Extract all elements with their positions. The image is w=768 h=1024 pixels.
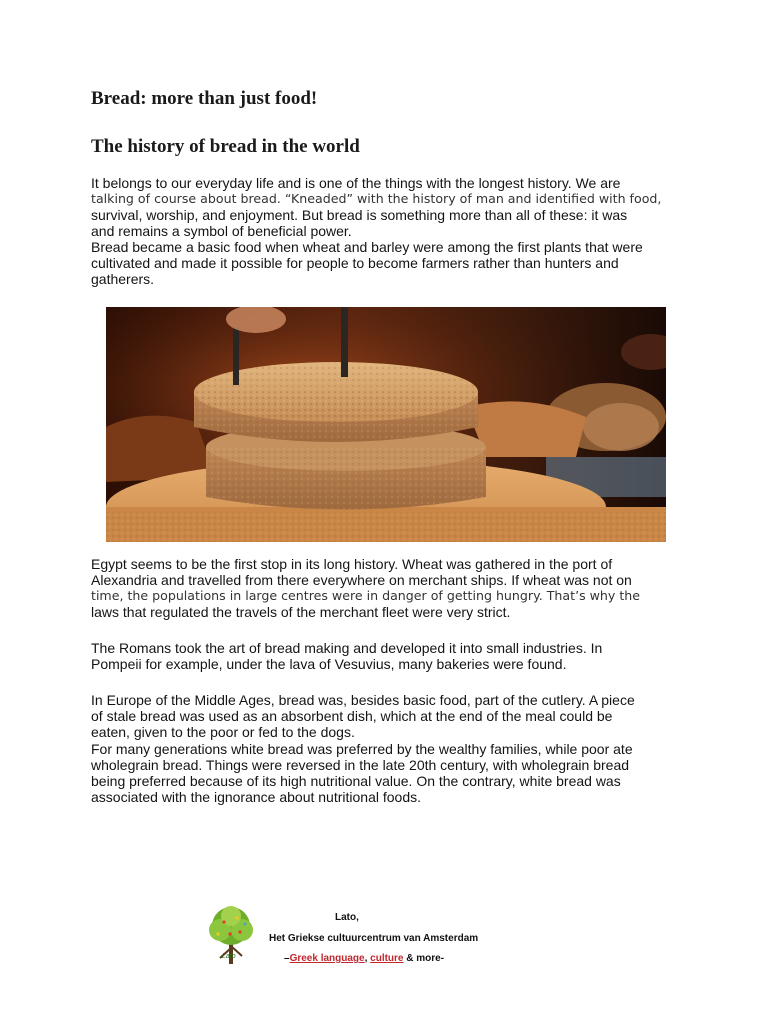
paragraph-egypt bbox=[91, 556, 691, 620]
text-line: of stale bread was used as an absorbent dish, which at the end of the meal could be bbox=[91, 708, 613, 724]
footer-prefix: – bbox=[284, 953, 290, 964]
paragraph-intro bbox=[91, 175, 691, 239]
paragraph-romans bbox=[91, 640, 691, 672]
paragraph-white-bread bbox=[91, 741, 691, 805]
text-line: In Europe of the Middle Ages, bread was, besides basic food, part of the cutlery. A piece bbox=[91, 692, 635, 708]
text-line: time, the populations in large centres were in danger of getting hungry. That’s why the bbox=[91, 588, 641, 603]
text-line: Bread became a basic food when wheat and barley were among the first plants that were bbox=[91, 239, 643, 255]
footer-separator: , bbox=[364, 953, 371, 964]
greek-language-link[interactable]: Greek language bbox=[289, 953, 365, 964]
footer-organization: Het Griekse cultuurcentrum van Amsterdam bbox=[269, 933, 479, 944]
text-line: Alexandria and travelled from there everywhere on merchant ships. If wheat was not on bbox=[91, 572, 632, 588]
text-line: talking of course about bread. “Kneaded” with the history of man and identified with food, bbox=[91, 191, 662, 206]
text-line: cultivated and made it possible for people to become farmers rather than hunters and bbox=[91, 255, 619, 271]
text-line: survival, worship, and enjoyment. But bread is something more than all of these: it was bbox=[91, 207, 628, 223]
logo-text: Lato bbox=[222, 953, 236, 960]
text-line: eaten, given to the poor or fed to the dogs. bbox=[91, 724, 355, 740]
text-line: It belongs to our everyday life and is one of the things with the longest history. We are bbox=[91, 175, 621, 191]
paragraph-origins bbox=[91, 239, 691, 287]
text-line: gatherers. bbox=[91, 271, 155, 287]
section-heading: The history of bread in the world bbox=[91, 136, 360, 157]
text-line: For many generations white bread was preferred by the wealthy families, while poor ate bbox=[91, 741, 633, 757]
text-line: The Romans took the art of bread making and developed it into small industries. In bbox=[91, 640, 603, 656]
text-line: laws that regulated the travels of the merchant fleet were very strict. bbox=[91, 604, 511, 620]
culture-link[interactable]: culture bbox=[370, 953, 404, 964]
text-line: Pompeii for example, under the lava of Vesuvius, many bakeries were found. bbox=[91, 656, 567, 672]
text-line: Egypt seems to be the first stop in its long history. Wheat was gathered in the port of bbox=[91, 556, 613, 572]
footer-links bbox=[284, 953, 444, 965]
footer-suffix: & more- bbox=[403, 953, 445, 964]
text-line: associated with the ignorance about nutritional foods. bbox=[91, 789, 421, 805]
paragraph-middle-ages bbox=[91, 692, 691, 740]
page-title: Bread: more than just food! bbox=[91, 88, 318, 109]
text-line: being preferred because of its high nutritional value. On the contrary, white bread was bbox=[91, 773, 621, 789]
text-line: and remains a symbol of beneficial power. bbox=[91, 223, 352, 239]
millstone-photo bbox=[106, 307, 666, 542]
footer-name: Lato, bbox=[335, 912, 359, 923]
tree-logo-icon bbox=[200, 904, 262, 966]
text-line: wholegrain bread. Things were reversed in the late 20th century, with wholegrain bread bbox=[91, 757, 630, 773]
